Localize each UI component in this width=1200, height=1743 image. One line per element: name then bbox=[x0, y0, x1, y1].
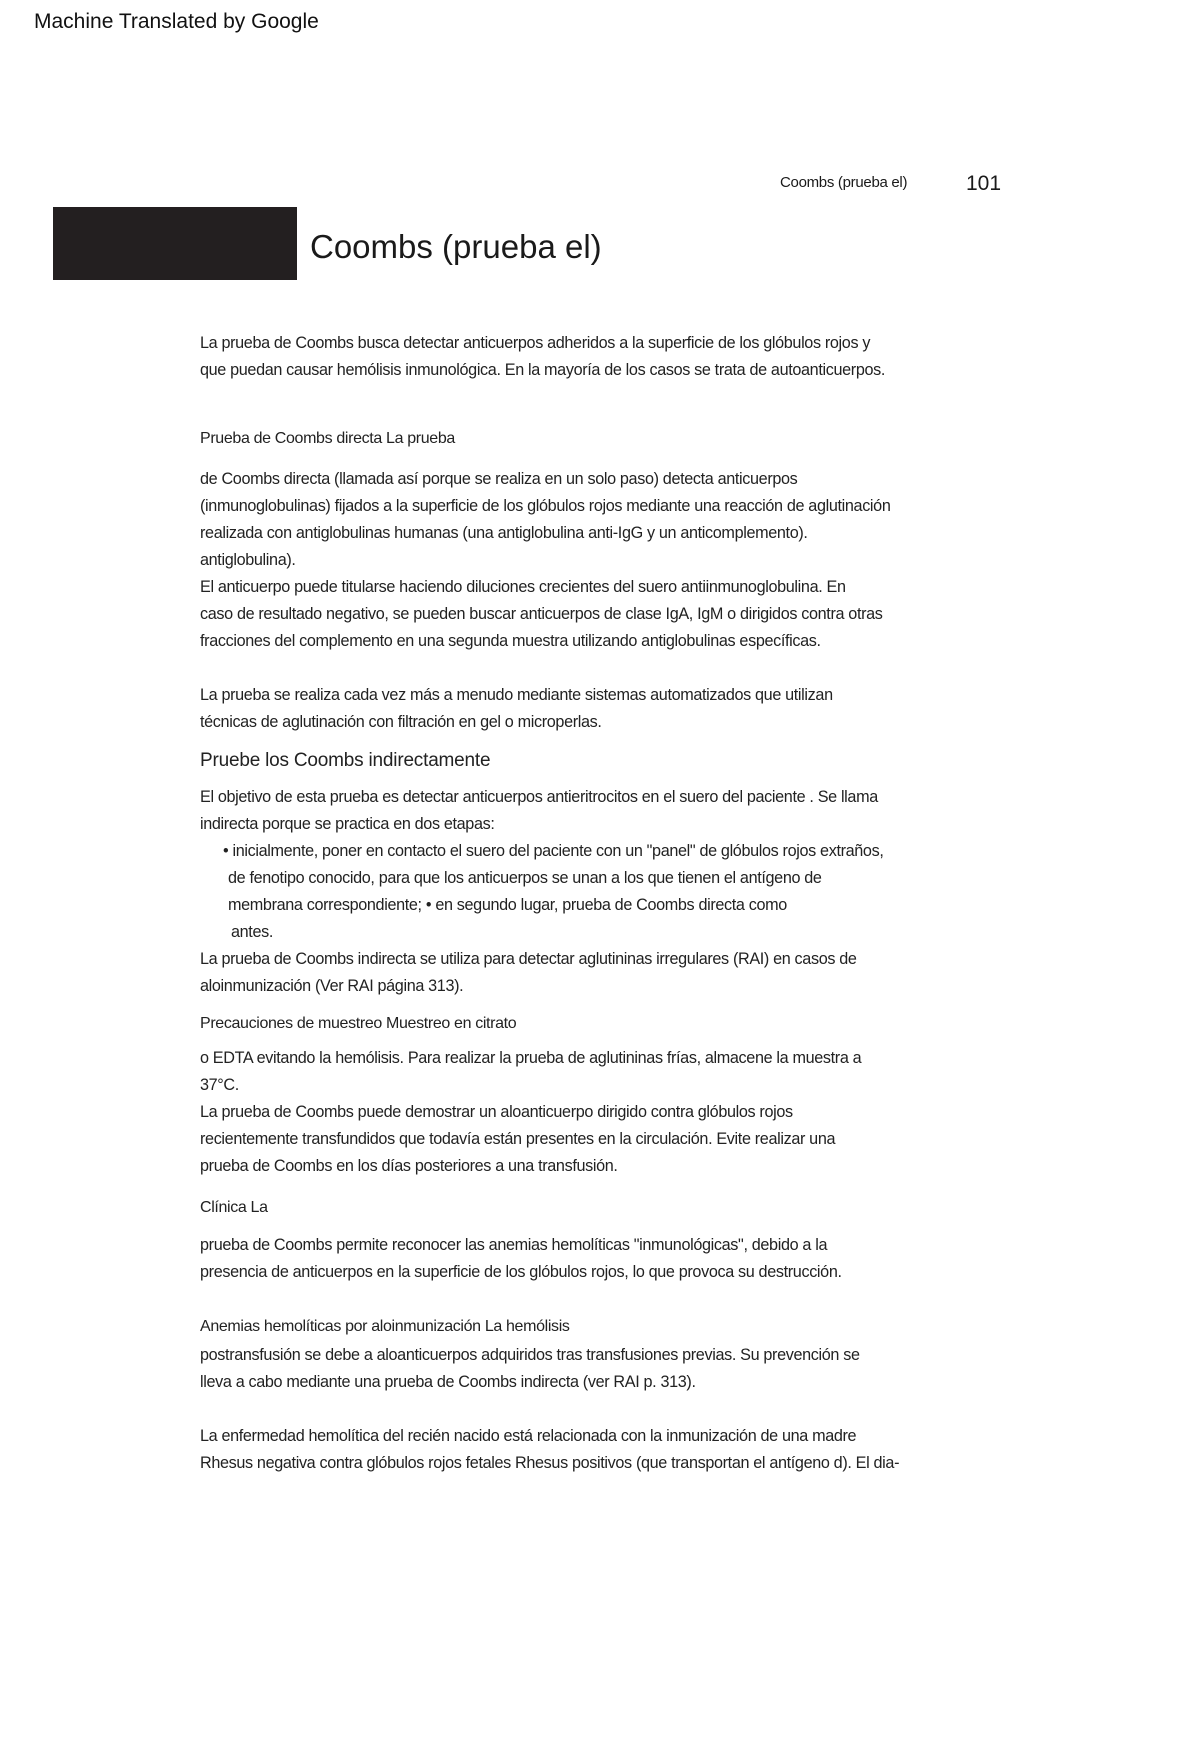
paragraph-line: (inmunoglobulinas) fijados a la superficie de los glóbulos rojos mediante una reacción de aglutinación bbox=[200, 497, 891, 515]
paragraph-line: El objetivo de esta prueba es detectar anticuerpos antieritrocitos en el suero del paciente . Se llama bbox=[200, 788, 878, 806]
section-heading-indirecta: Pruebe los Coombs indirectamente bbox=[200, 750, 491, 771]
paragraph-line: presencia de anticuerpos en la superficie de los glóbulos rojos, lo que provoca su destrucción. bbox=[200, 1263, 842, 1281]
paragraph-line: caso de resultado negativo, se pueden buscar anticuerpos de clase IgA, IgM o dirigidos contra otras bbox=[200, 605, 883, 623]
paragraph-line: La prueba se realiza cada vez más a menudo mediante sistemas automatizados que utilizan bbox=[200, 686, 833, 704]
paragraph-line: postransfusión se debe a aloanticuerpos adquiridos tras transfusiones previas. Su prevención se bbox=[200, 1346, 860, 1364]
page-body bbox=[200, 330, 1030, 1477]
intro-line: que puedan causar hemólisis inmunológica. En la mayoría de los casos se trata de autoanticuerpos. bbox=[200, 361, 886, 379]
paragraph-line: prueba de Coombs en los días posteriores a una transfusión. bbox=[200, 1157, 618, 1175]
paragraph-line: realizada con antiglobulinas humanas (una antiglobulina anti-IgG y un anticomplemento). bbox=[200, 524, 808, 542]
machine-translated-label: Machine Translated by Google bbox=[34, 10, 319, 33]
paragraph-line: aloinmunización (Ver RAI página 313). bbox=[200, 977, 464, 995]
chapter-title: Coombs (prueba el) bbox=[310, 228, 602, 265]
paragraph-line: 37°C. bbox=[200, 1076, 239, 1094]
paragraph-line: La prueba de Coombs indirecta se utiliza para detectar aglutininas irregulares (RAI) en casos de bbox=[200, 950, 857, 968]
running-head: Coombs (prueba el) bbox=[780, 174, 908, 191]
bullet-line: de fenotipo conocido, para que los anticuerpos se unan a los que tienen el antígeno de bbox=[228, 869, 822, 887]
chapter-title-block bbox=[53, 207, 297, 280]
paragraph-line: técnicas de aglutinación con filtración en gel o microperlas. bbox=[200, 713, 602, 731]
bullet-line: • inicialmente, poner en contacto el suero del paciente con un "panel" de glóbulos rojos extraños, bbox=[223, 842, 884, 860]
paragraph-line: lleva a cabo mediante una prueba de Coombs indirecta (ver RAI p. 313). bbox=[200, 1373, 696, 1391]
section-heading-anemias: Anemias hemolíticas por aloinmunización La hemólisis bbox=[200, 1318, 570, 1335]
paragraph-line: El anticuerpo puede titularse haciendo diluciones crecientes del suero antiinmunoglobulina. En bbox=[200, 578, 846, 596]
paragraph-line: Rhesus negativa contra glóbulos rojos fetales Rhesus positivos (que transportan el antígeno d). El dia- bbox=[200, 1454, 900, 1472]
page-number: 101 bbox=[966, 172, 1002, 195]
bullet-line: antes. bbox=[231, 923, 273, 941]
paragraph-line: La prueba de Coombs puede demostrar un aloanticuerpo dirigido contra glóbulos rojos bbox=[200, 1103, 793, 1121]
section-heading-precauciones: Precauciones de muestreo Muestreo en citrato bbox=[200, 1015, 517, 1032]
paragraph-line: La enfermedad hemolítica del recién nacido está relacionada con la inmunización de una madre bbox=[200, 1427, 857, 1445]
section-heading-clinica: Clínica La bbox=[200, 1199, 268, 1216]
section-heading-directa: Prueba de Coombs directa La prueba bbox=[200, 430, 455, 447]
paragraph-line: de Coombs directa (llamada así porque se realiza en un solo paso) detecta anticuerpos bbox=[200, 470, 798, 488]
paragraph-line: recientemente transfundidos que todavía están presentes en la circulación. Evite realizar una bbox=[200, 1130, 836, 1148]
paragraph-line: o EDTA evitando la hemólisis. Para realizar la prueba de aglutininas frías, almacene la muestra a bbox=[200, 1049, 862, 1067]
paragraph-line: antiglobulina). bbox=[200, 551, 296, 569]
intro-line: La prueba de Coombs busca detectar anticuerpos adheridos a la superficie de los glóbulos rojos y bbox=[200, 334, 871, 352]
paragraph-line: prueba de Coombs permite reconocer las anemias hemolíticas "inmunológicas", debido a la bbox=[200, 1236, 828, 1254]
bullet-line: membrana correspondiente; • en segundo lugar, prueba de Coombs directa como bbox=[228, 896, 787, 914]
paragraph-line: fracciones del complemento en una segunda muestra utilizando antiglobulinas específicas. bbox=[200, 632, 821, 650]
paragraph-line: indirecta porque se practica en dos etapas: bbox=[200, 815, 495, 833]
